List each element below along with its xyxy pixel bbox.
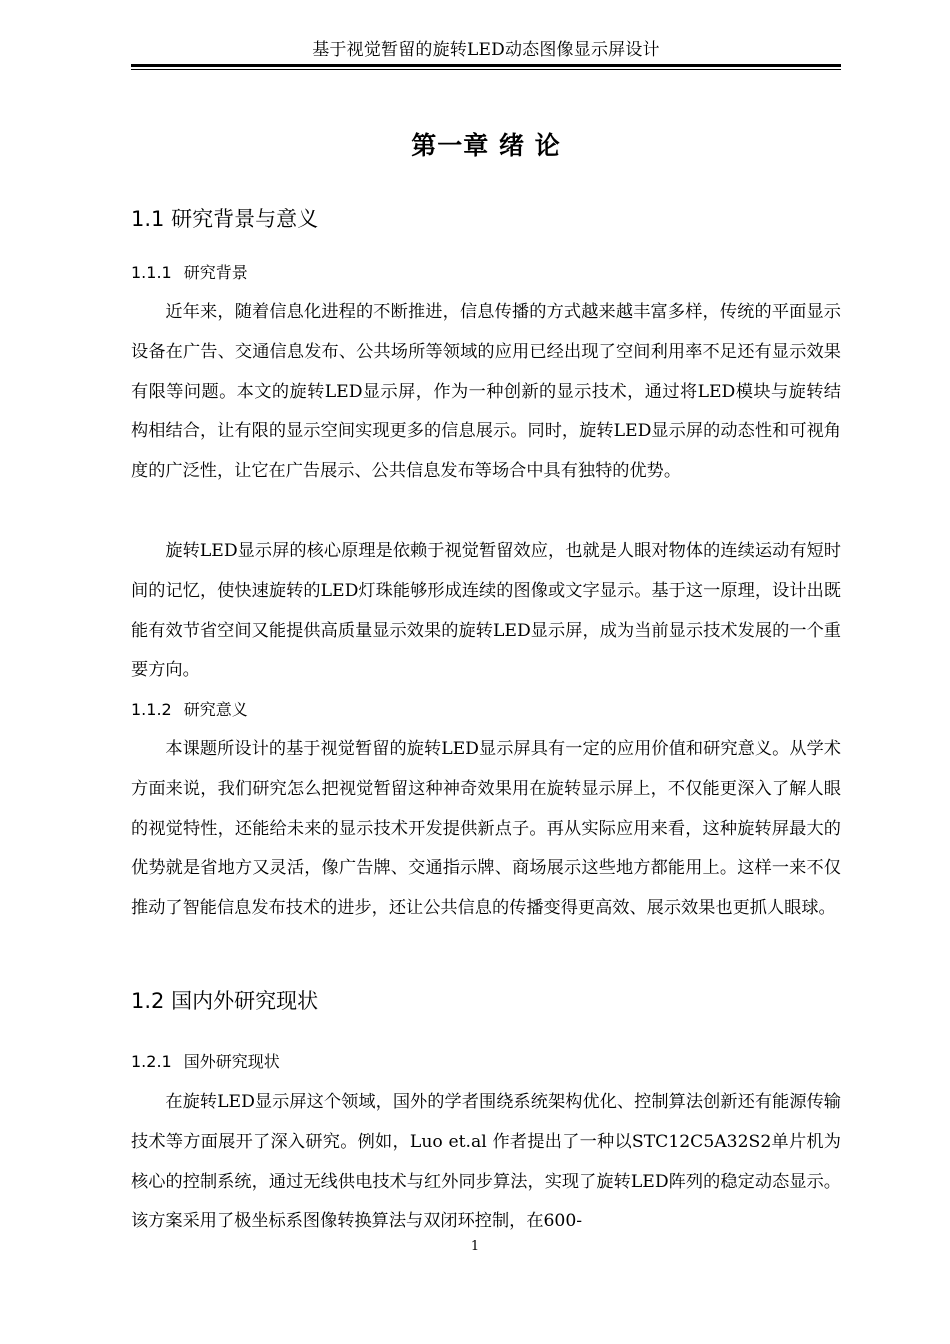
running-header: 基于视觉暂留的旋转LED动态图像显示屏设计 (312, 40, 660, 60)
section-heading-1-1: 1.1 研究背景与意义 (131, 207, 319, 231)
subsection-number: 1.1.1 (131, 263, 172, 282)
chapter-title: 第一章 绪 论 (411, 131, 561, 160)
subsection-title: 研究意义 (183, 700, 248, 719)
subsection-number: 1.2.1 (131, 1052, 172, 1071)
subsection-title: 国外研究现状 (183, 1052, 280, 1071)
header-rule-thin (131, 69, 841, 70)
paragraph-research-significance: 本课题所设计的基于视觉暂留的旋转LED显示屏具有一定的应用价值和研究意义。从学术方面来说，我们研究怎么把视觉暂留这种神奇效果用在旋转显示屏上，不仅能更深入了解人眼的视觉特性，还能给未来的显示技术开发提供新点子。再从实际应用来看，这种旋转屏最大的优势就是省地方又灵活，像广告牌、交通指示牌、商场展示这些地方都能用上。这样一来不仅推动了智能信息发布技术的进步，还让公共信息的传播变得更高效、展示效果也更抓人眼球。 (131, 739, 841, 919)
section-heading-1-2: 1.2 国内外研究现状 (131, 989, 319, 1013)
subsection-title: 研究背景 (183, 263, 248, 282)
header-rule-thick (131, 64, 841, 67)
page-number: 1 (470, 1239, 480, 1254)
subsection-heading-1-1-2 (131, 698, 248, 722)
subsection-number: 1.1.2 (131, 700, 172, 719)
subsection-heading-1-2-1 (131, 1050, 280, 1074)
paragraph-foreign-research: 在旋转LED显示屏这个领域，国外的学者围绕系统架构优化、控制算法创新还有能源传输技术等方面展开了深入研究。例如，Luo et.al 作者提出了一种以STC12C5A32S2单片机为核心的控制系统，通过无线供电技术与红外同步算法，实现了旋转LED阵列的稳定动态显示。该方案采用了极坐标系图像转换算法与双闭环控制，在600- (131, 1092, 841, 1232)
subsection-heading-1-1-1 (131, 261, 248, 285)
paragraph-research-background-1: 近年来，随着信息化进程的不断推进，信息传播的方式越来越丰富多样，传统的平面显示设备在广告、交通信息发布、公共场所等领域的应用已经出现了空间利用率不足还有显示效果有限等问题。本文的旋转LED显示屏，作为一种创新的显示技术，通过将LED模块与旋转结构相结合，让有限的显示空间实现更多的信息展示。同时，旋转LED显示屏的动态性和可视角度的广泛性，让它在广告展示、公共信息发布等场合中具有独特的优势。 (131, 302, 841, 482)
paragraph-research-background-2: 旋转LED显示屏的核心原理是依赖于视觉暂留效应，也就是人眼对物体的连续运动有短时间的记忆，使快速旋转的LED灯珠能够形成连续的图像或文字显示。基于这一原理，设计出既能有效节省空间又能提供高质量显示效果的旋转LED显示屏，成为当前显示技术发展的一个重要方向。 (131, 541, 841, 681)
